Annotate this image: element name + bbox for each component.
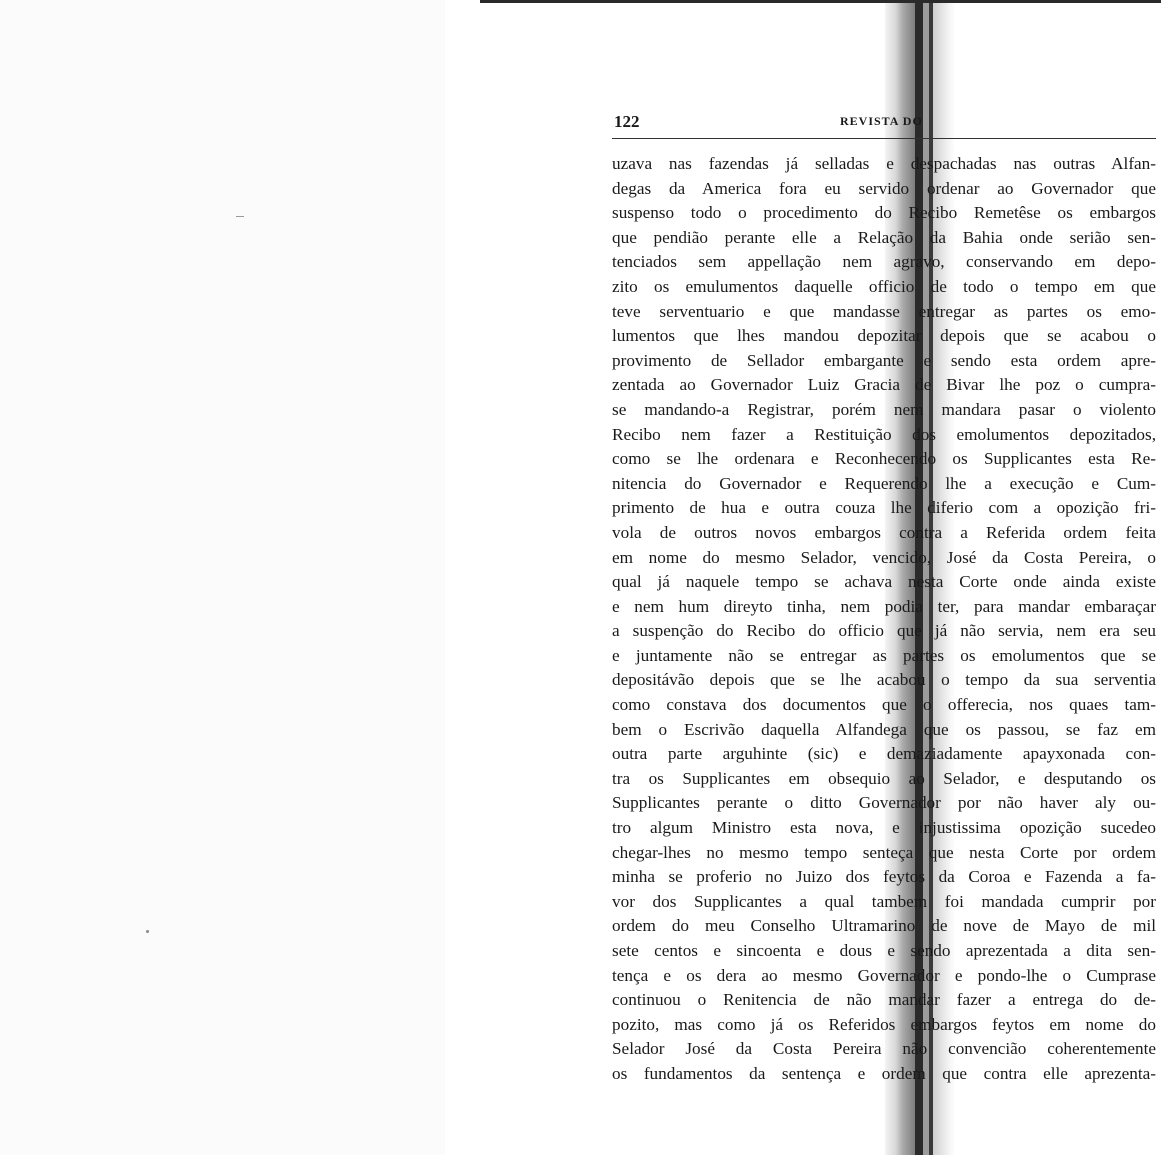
text-line: pozito, mas como já os Referidos embargos feytos em nome do (612, 1014, 1156, 1034)
text-line: zito os emulumentos daquelle officio de todo o tempo em que (612, 276, 1156, 296)
text-line: que pendião perante elle a Relação da Bahia onde serião sen- (612, 227, 1156, 247)
text-line: nitencia do Governador e Requerendo lhe a execução e Cum- (612, 473, 1156, 493)
text-line: tro algum Ministro esta nova, e injustissima opozição sucedeo (612, 818, 1156, 838)
page-speck (146, 930, 149, 933)
book-binding-gutter (440, 0, 520, 1155)
text-line: e nem hum direyto tinha, nem podia ter, para mandar embaraçar (612, 596, 1156, 616)
text-line: minha se proferio no Juizo dos feytos da Coroa e Fazenda a fa- (612, 867, 1156, 887)
text-line: chegar-lhes no mesmo tempo senteça que nesta Corte por ordem (612, 842, 1156, 862)
text-line: qual já naquele tempo se achava nesta Corte onde ainda existe (612, 572, 1156, 592)
running-head: REVISTA DO (840, 114, 923, 128)
text-line: como constava dos documentos que o offerecia, nos quaes tam- (612, 695, 1156, 715)
text-line: tença e os dera ao mesmo Governador e pondo-lhe o Cumprase (612, 965, 1156, 985)
text-line: depositávão depois que se lhe acabou o tempo da sua serventia (612, 670, 1156, 690)
text-line: primento de hua e outra couza lhe diferio com a opozição fri- (612, 498, 1156, 518)
text-line: teve serventuario e que mandasse entregar as partes os emo- (612, 301, 1156, 321)
text-line: uzava nas fazendas já selladas e despachadas nas outras Alfan- (612, 154, 1156, 173)
text-line: tenciados sem appellação nem agravo, conservando em depo- (612, 252, 1156, 272)
text-line: e juntamente não se entregar as partes os emolumentos que se (612, 645, 1156, 665)
text-line: outra parte arguhinte (sic) e demaziadamente apayxonada con- (612, 744, 1156, 764)
page-header (612, 108, 1156, 134)
text-line: Supplicantes perante o ditto Governador por não haver aly ou- (612, 793, 1156, 813)
header-rule (612, 138, 1156, 139)
text-line: sete centos e sincoenta e dous e sendo aprezentada a dita sen- (612, 941, 1156, 960)
left-blank-page (0, 0, 445, 1155)
text-line: vor dos Supplicantes a qual tambem foi mandada cumprir por (612, 891, 1156, 911)
right-page (612, 108, 1156, 1083)
text-line: como se lhe ordenara e Reconhecendo os Supplicantes esta Re- (612, 449, 1156, 469)
text-line: Selador José da Costa Pereira não convencião coherentemente (612, 1039, 1156, 1059)
text-line: provimento de Sellador embargante e sendo esta ordem apre- (612, 350, 1156, 370)
body-text (612, 152, 1156, 1087)
page-top-edge (480, 0, 1161, 3)
text-line: zentada ao Governador Luiz Gracia de Bivar lhe poz o cumpra- (612, 375, 1156, 395)
text-line: bem o Escrivão daquella Alfandega que os passou, se faz em (612, 719, 1156, 739)
text-line: os fundamentos da sentença e ordem que contra elle aprezenta- (612, 1063, 1156, 1083)
text-line: a suspenção do Recibo do officio que já não servia, nem era seu (612, 621, 1156, 641)
text-line: se mandando-a Registrar, porém nem mandara pasar o violento (612, 399, 1156, 419)
page-speck (236, 216, 244, 217)
page-number: 122 (614, 112, 640, 131)
text-line: vola de outros novos embargos contra a Referida ordem feita (612, 522, 1156, 542)
text-line: lumentos que lhes mandou depozitar depois que se acabou o (612, 326, 1156, 346)
text-line: ordem do meu Conselho Ultramarino de nove de Mayo de mil (612, 916, 1156, 936)
text-line: degas da America fora eu servido ordenar ao Governador que (612, 178, 1156, 198)
text-line: tra os Supplicantes em obsequio ao Selador, e desputando os (612, 768, 1156, 788)
text-line: em nome do mesmo Selador, vencido, José da Costa Pereira, o (612, 547, 1156, 567)
text-line: continuou o Renitencia de não mandar fazer a entrega do de- (612, 990, 1156, 1010)
text-line: Recibo nem fazer a Restituição dos emolumentos depozitados, (612, 424, 1156, 444)
text-line: suspenso todo o procedimento do Recibo Remetêse os embargos (612, 203, 1156, 223)
